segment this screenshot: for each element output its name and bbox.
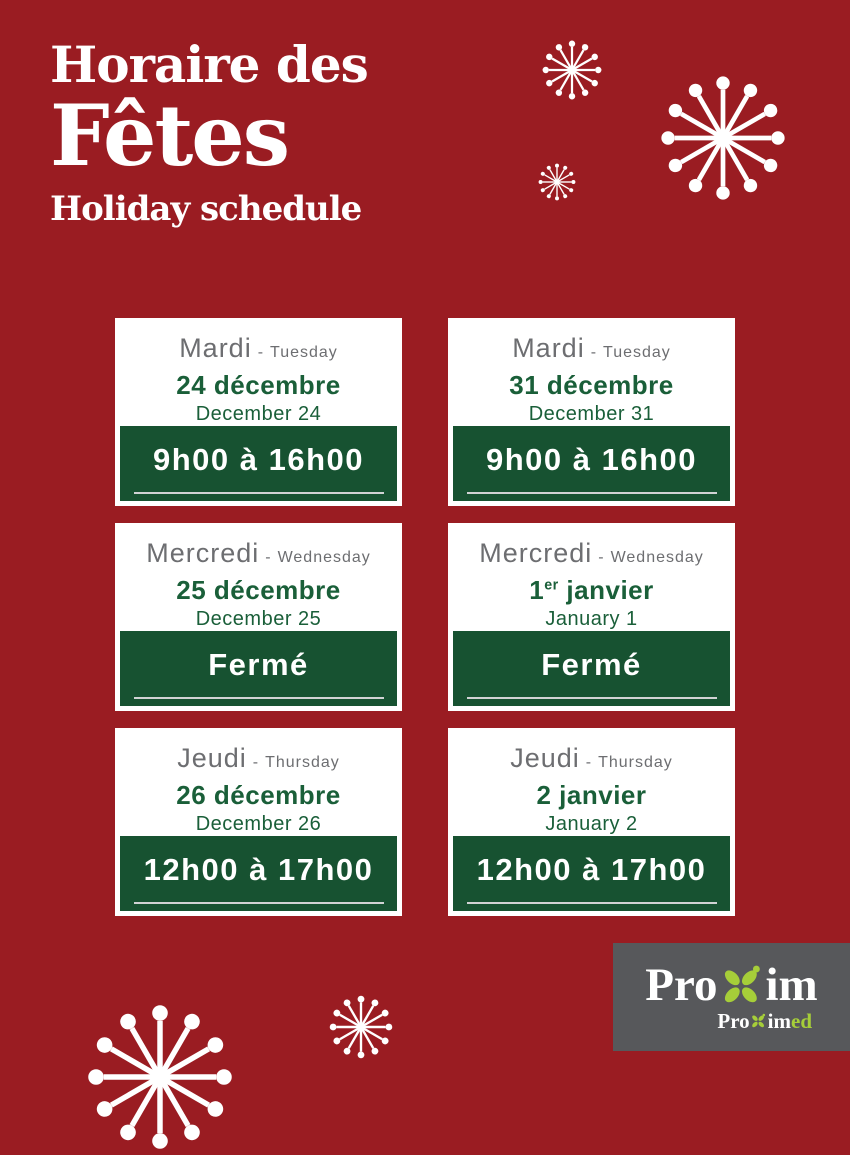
day-label-en: Tuesday [270,344,338,361]
card-header [448,523,735,631]
day-line [510,743,673,774]
date-fr: 2 janvier [536,780,647,810]
flower-x-icon [750,1012,767,1029]
schedule-card-dec25 [115,523,402,711]
title-subtitle-en: Holiday schedule [50,189,362,229]
day-line [146,538,371,569]
day-line [479,538,704,569]
schedule-grid [115,318,735,916]
day-label-en: Wednesday [277,549,371,566]
date-en: December 24 [195,403,322,425]
hours-panel [453,836,730,911]
day-line [512,333,671,364]
card-header [115,728,402,836]
hours-underline [467,697,717,699]
hours-text: 9h00 à 16h00 [485,441,698,477]
card-header [448,318,735,426]
card-header [115,318,402,426]
hours-panel [453,631,730,706]
day-label-fr: Jeudi [177,743,247,773]
card-header [115,523,402,631]
date-fr: 25 décembre [176,575,341,605]
day-label-en: Wednesday [610,549,704,566]
hours-panel [453,426,730,501]
hours-text: 9h00 à 16h00 [152,441,365,477]
day-separator: - [265,549,272,566]
date-en: December 31 [528,403,655,425]
proxim-logo-panel [613,943,850,1051]
day-label-en: Thursday [265,754,340,771]
day-separator: - [252,754,260,771]
title-line-fr: Horaire des [50,35,368,94]
day-separator: - [590,344,598,361]
hours-underline [134,492,384,494]
brand-text-post: im [765,959,818,1011]
hours-text: Fermé [541,646,642,682]
subbrand-text-pre: Pro [717,1009,750,1033]
date-fr: 1er janvier [529,575,654,605]
day-separator: - [257,344,265,361]
snowflake-icon [327,993,395,1061]
snowflake-icon [656,71,790,205]
day-label-en: Tuesday [603,344,671,361]
date-fr: 24 décembre [176,370,341,400]
brand-text-pre: Pro [645,959,718,1011]
date-en: January 1 [545,608,638,630]
schedule-card-jan1 [448,523,735,711]
day-separator: - [585,754,593,771]
proxim-wordmark [645,959,818,1011]
date-en: January 2 [545,813,638,835]
schedule-card-dec24 [115,318,402,506]
snowflake-icon [82,999,238,1155]
proximed-wordmark [717,1011,812,1032]
flower-x-icon [719,961,765,1007]
card-header [448,728,735,836]
day-label-fr: Mardi [512,333,585,363]
schedule-card-dec26 [115,728,402,916]
date-en: December 26 [195,813,322,835]
hours-text: 12h00 à 17h00 [143,851,374,887]
day-label-fr: Mercredi [146,538,260,568]
day-separator: - [598,549,605,566]
day-label-fr: Jeudi [510,743,580,773]
date-en: December 25 [195,608,322,630]
day-label-fr: Mardi [179,333,252,363]
day-label-fr: Mercredi [479,538,593,568]
hours-text: 12h00 à 17h00 [476,851,707,887]
subbrand-text-mid: im [767,1009,791,1033]
title-block [50,35,368,229]
schedule-card-dec31 [448,318,735,506]
day-line [177,743,340,774]
hours-underline [467,902,717,904]
hours-panel [120,426,397,501]
subbrand-text-end: ed [791,1009,812,1033]
hours-underline [134,697,384,699]
day-line [179,333,338,364]
snowflake-icon [540,38,604,102]
date-fr: 31 décembre [509,370,674,400]
hours-underline [134,902,384,904]
hours-panel [120,836,397,911]
schedule-card-jan2 [448,728,735,916]
date-fr: 26 décembre [176,780,341,810]
date-ordinal-sup: er [544,577,559,594]
hours-panel [120,631,397,706]
snowflake-icon [537,162,577,202]
title-line-fetes: Fêtes [50,86,289,185]
day-label-en: Thursday [598,754,673,771]
hours-text: Fermé [208,646,309,682]
hours-underline [467,492,717,494]
